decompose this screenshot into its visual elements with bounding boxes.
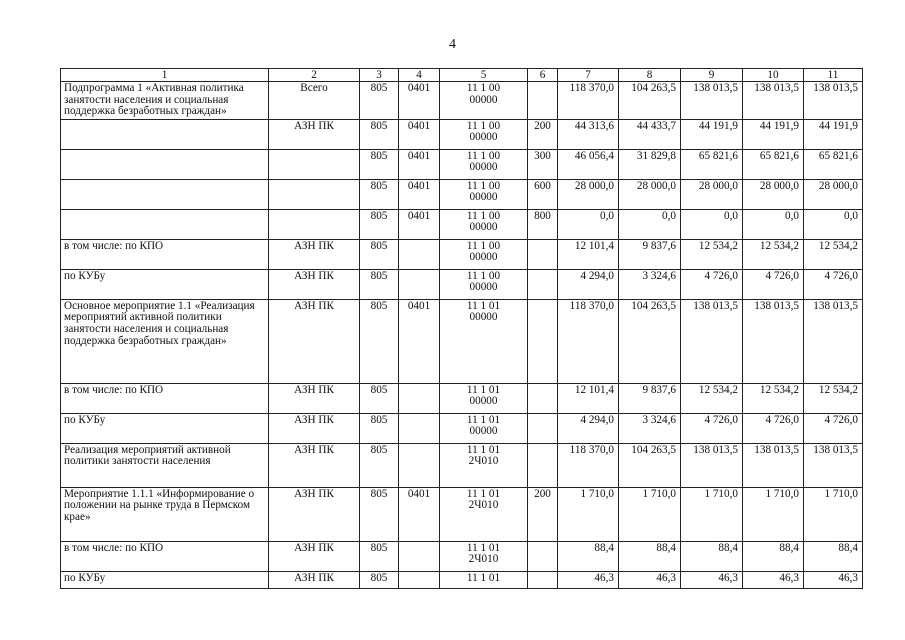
row-code-target: 11 1 00 00000 [440,239,528,269]
row-value-col11: 65 821,6 [804,149,863,179]
row-value-col10: 138 013,5 [743,82,804,120]
column-header: 1 [61,69,269,82]
row-value-col8: 9 837,6 [619,239,681,269]
row-executor: АЗН ПК [269,571,360,588]
row-executor: АЗН ПК [269,269,360,299]
row-description [61,119,269,149]
row-value-col8: 104 263,5 [619,443,681,487]
row-executor: АЗН ПК [269,239,360,269]
row-code-grbs: 805 [360,299,399,383]
column-header: 3 [360,69,399,82]
column-header: 4 [399,69,440,82]
row-description: по КУБу [61,413,269,443]
row-value-col7: 44 313,6 [558,119,619,149]
row-description: по КУБу [61,269,269,299]
row-value-col7: 12 101,4 [558,383,619,413]
row-value-col10: 88,4 [743,541,804,571]
column-header: 2 [269,69,360,82]
row-code-section: 0401 [399,299,440,383]
row-code-section [399,269,440,299]
row-code-grbs: 805 [360,413,399,443]
row-value-col10: 0,0 [743,209,804,239]
row-value-col11: 4 726,0 [804,413,863,443]
page-number: 4 [449,37,456,52]
row-value-col7: 0,0 [558,209,619,239]
table-row [61,383,863,413]
row-code-grbs: 805 [360,383,399,413]
row-executor [269,179,360,209]
table-row [61,149,863,179]
row-code-section: 0401 [399,487,440,541]
table-row [61,443,863,487]
table-row [61,299,863,383]
row-code-grbs: 805 [360,209,399,239]
row-value-col7: 118 370,0 [558,299,619,383]
row-executor: АЗН ПК [269,413,360,443]
row-description [61,149,269,179]
row-description: в том числе: по КПО [61,239,269,269]
row-code-expense: 600 [528,179,558,209]
row-code-target: 11 1 00 00000 [440,209,528,239]
row-code-expense [528,571,558,588]
row-description: по КУБу [61,571,269,588]
row-code-expense [528,299,558,383]
row-value-col8: 31 829,8 [619,149,681,179]
table-row [61,269,863,299]
row-code-expense [528,82,558,120]
row-value-col11: 44 191,9 [804,119,863,149]
row-code-section [399,541,440,571]
row-code-target: 11 1 00 00000 [440,179,528,209]
row-description: Подпрограмма 1 «Активная политика занятости населения и социальная поддержка безработных граждан» [61,82,269,120]
row-code-grbs: 805 [360,571,399,588]
row-description: Мероприятие 1.1.1 «Информированиe о положении на рынке труда в Пермском крае» [61,487,269,541]
row-value-col8: 1 710,0 [619,487,681,541]
column-header: 5 [440,69,528,82]
row-code-grbs: 805 [360,443,399,487]
row-code-expense [528,443,558,487]
row-value-col10: 1 710,0 [743,487,804,541]
row-value-col7: 12 101,4 [558,239,619,269]
row-value-col9: 12 534,2 [681,383,743,413]
row-executor: АЗН ПК [269,487,360,541]
column-header: 8 [619,69,681,82]
row-code-section [399,239,440,269]
column-header: 7 [558,69,619,82]
budget-table [60,68,863,589]
row-value-col9: 4 726,0 [681,413,743,443]
row-value-col9: 138 013,5 [681,443,743,487]
row-code-expense [528,541,558,571]
row-code-expense: 300 [528,149,558,179]
table-row [61,413,863,443]
column-header: 10 [743,69,804,82]
row-code-grbs: 805 [360,149,399,179]
row-value-col8: 104 263,5 [619,299,681,383]
table-row [61,571,863,588]
row-description: в том числе: по КПО [61,383,269,413]
row-code-grbs: 805 [360,82,399,120]
row-value-col8: 88,4 [619,541,681,571]
row-value-col8: 0,0 [619,209,681,239]
row-value-col9: 12 534,2 [681,239,743,269]
row-code-expense [528,383,558,413]
table-row [61,82,863,120]
column-header-row [61,69,863,82]
row-value-col10: 65 821,6 [743,149,804,179]
table-row [61,541,863,571]
row-value-col9: 65 821,6 [681,149,743,179]
row-value-col11: 1 710,0 [804,487,863,541]
row-code-expense: 200 [528,119,558,149]
row-value-col8: 44 433,7 [619,119,681,149]
row-value-col9: 4 726,0 [681,269,743,299]
row-value-col7: 118 370,0 [558,82,619,120]
row-executor [269,209,360,239]
row-code-target: 11 1 00 00000 [440,119,528,149]
row-value-col7: 118 370,0 [558,443,619,487]
row-executor: АЗН ПК [269,443,360,487]
row-value-col8: 9 837,6 [619,383,681,413]
row-value-col10: 44 191,9 [743,119,804,149]
row-value-col10: 4 726,0 [743,413,804,443]
row-code-target: 11 1 01 [440,571,528,588]
row-value-col7: 4 294,0 [558,413,619,443]
row-code-target: 11 1 01 2Ч010 [440,541,528,571]
row-value-col9: 0,0 [681,209,743,239]
row-value-col9: 138 013,5 [681,82,743,120]
table-row [61,239,863,269]
row-code-expense: 800 [528,209,558,239]
row-code-grbs: 805 [360,119,399,149]
row-value-col8: 3 324,6 [619,413,681,443]
row-code-section: 0401 [399,149,440,179]
row-executor: АЗН ПК [269,541,360,571]
row-value-col10: 46,3 [743,571,804,588]
row-value-col11: 28 000,0 [804,179,863,209]
row-code-target: 11 1 01 2Ч010 [440,487,528,541]
row-code-grbs: 805 [360,487,399,541]
row-code-target: 11 1 00 00000 [440,149,528,179]
row-code-grbs: 805 [360,179,399,209]
row-value-col7: 4 294,0 [558,269,619,299]
row-value-col11: 46,3 [804,571,863,588]
row-description [61,179,269,209]
row-value-col11: 12 534,2 [804,383,863,413]
column-header: 11 [804,69,863,82]
row-value-col8: 28 000,0 [619,179,681,209]
row-value-col10: 12 534,2 [743,383,804,413]
row-value-col11: 138 013,5 [804,299,863,383]
row-code-target: 11 1 01 00000 [440,413,528,443]
row-code-section [399,571,440,588]
row-code-target: 11 1 00 00000 [440,82,528,120]
row-value-col11: 88,4 [804,541,863,571]
row-code-target: 11 1 01 2Ч010 [440,443,528,487]
table-row [61,209,863,239]
row-value-col8: 46,3 [619,571,681,588]
row-value-col9: 1 710,0 [681,487,743,541]
row-description [61,209,269,239]
row-value-col9: 88,4 [681,541,743,571]
row-value-col11: 138 013,5 [804,443,863,487]
row-value-col11: 4 726,0 [804,269,863,299]
row-code-section [399,413,440,443]
row-executor: АЗН ПК [269,383,360,413]
row-value-col10: 138 013,5 [743,443,804,487]
row-value-col11: 12 534,2 [804,239,863,269]
row-code-section: 0401 [399,209,440,239]
row-code-grbs: 805 [360,269,399,299]
table-row [61,119,863,149]
row-value-col11: 138 013,5 [804,82,863,120]
column-header: 9 [681,69,743,82]
row-value-col7: 46,3 [558,571,619,588]
row-value-col9: 28 000,0 [681,179,743,209]
row-code-target: 11 1 01 00000 [440,383,528,413]
row-value-col9: 44 191,9 [681,119,743,149]
row-value-col9: 138 013,5 [681,299,743,383]
row-code-expense: 200 [528,487,558,541]
row-code-grbs: 805 [360,239,399,269]
table-row [61,487,863,541]
row-value-col7: 46 056,4 [558,149,619,179]
row-code-target: 11 1 00 00000 [440,269,528,299]
row-description: в том числе: по КПО [61,541,269,571]
column-header: 6 [528,69,558,82]
row-value-col11: 0,0 [804,209,863,239]
row-executor: Всего [269,82,360,120]
row-code-target: 11 1 01 00000 [440,299,528,383]
row-code-section: 0401 [399,82,440,120]
row-value-col7: 1 710,0 [558,487,619,541]
row-code-section: 0401 [399,179,440,209]
row-executor: АЗН ПК [269,299,360,383]
row-executor: АЗН ПК [269,119,360,149]
row-code-expense [528,269,558,299]
row-code-section: 0401 [399,119,440,149]
row-value-col8: 104 263,5 [619,82,681,120]
row-value-col9: 46,3 [681,571,743,588]
row-code-section [399,383,440,413]
table-row [61,179,863,209]
row-code-grbs: 805 [360,541,399,571]
row-code-section [399,443,440,487]
row-code-expense [528,413,558,443]
row-description: Основное мероприятие 1.1 «Реализация мероприятий активной политики занятости населения и социальная поддержка безработных граждан» [61,299,269,383]
row-value-col10: 28 000,0 [743,179,804,209]
row-value-col10: 4 726,0 [743,269,804,299]
row-value-col10: 12 534,2 [743,239,804,269]
row-value-col7: 88,4 [558,541,619,571]
row-value-col8: 3 324,6 [619,269,681,299]
row-description: Реализация мероприятий активной политики занятости населения [61,443,269,487]
table-body [61,69,863,589]
row-executor [269,149,360,179]
row-code-expense [528,239,558,269]
row-value-col10: 138 013,5 [743,299,804,383]
row-value-col7: 28 000,0 [558,179,619,209]
